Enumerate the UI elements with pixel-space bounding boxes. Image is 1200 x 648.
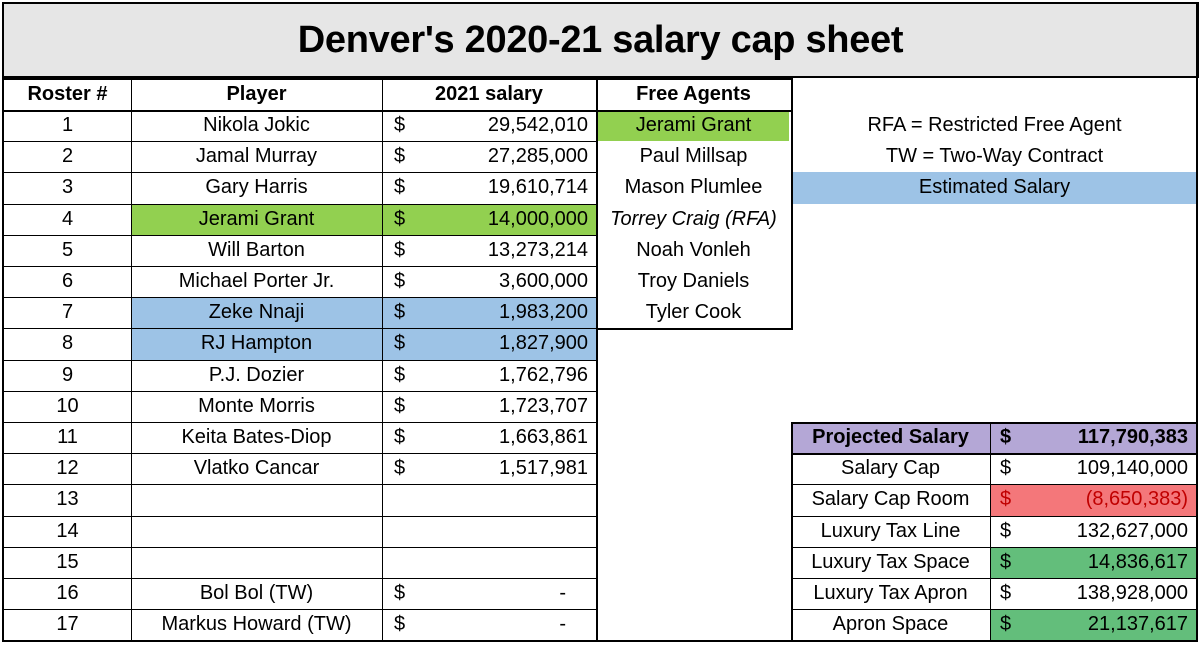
grid-line bbox=[4, 516, 596, 517]
grid-line bbox=[4, 484, 596, 485]
summary-dollar: $ bbox=[990, 422, 1020, 453]
header-player: Player bbox=[226, 82, 287, 105]
player-name bbox=[131, 484, 382, 515]
grid-line bbox=[791, 484, 1196, 485]
roster-number: 9 bbox=[61, 363, 74, 386]
player-salary: 1,723,707 bbox=[499, 394, 588, 417]
summary-label: Salary Cap bbox=[841, 457, 940, 480]
summary-value: 14,836,617 bbox=[1020, 547, 1196, 578]
player-name bbox=[131, 516, 382, 547]
roster-number: 17 bbox=[56, 613, 79, 636]
free-agent-name: Tyler Cook bbox=[645, 301, 742, 324]
grid-line bbox=[596, 110, 793, 112]
grid-line bbox=[4, 578, 596, 579]
dollar-sign: $ bbox=[394, 238, 406, 261]
dollar-sign: $ bbox=[394, 363, 406, 386]
summary-dollar: $ bbox=[990, 547, 1020, 578]
grid-line bbox=[990, 422, 991, 640]
summary-dollar: $ bbox=[990, 484, 1020, 515]
grid-line bbox=[596, 328, 793, 330]
free-agent-name: Troy Daniels bbox=[637, 270, 750, 293]
grid-line bbox=[4, 328, 596, 329]
grid-line bbox=[791, 422, 1196, 424]
summary-value: (8,650,383) bbox=[1020, 484, 1196, 515]
player-salary: 1,827,900 bbox=[412, 328, 596, 359]
dollar-sign: $ bbox=[394, 114, 406, 137]
grid-line bbox=[596, 78, 598, 328]
grid-line bbox=[791, 422, 793, 640]
roster-number: 13 bbox=[56, 488, 79, 511]
player-salary: 13,273,214 bbox=[487, 238, 588, 261]
roster-number: 10 bbox=[56, 394, 79, 417]
grid-line bbox=[4, 391, 596, 392]
dollar-sign: $ bbox=[382, 328, 412, 359]
grid-line bbox=[4, 422, 596, 423]
grid-line bbox=[4, 297, 596, 298]
free-agent-name: Paul Millsap bbox=[639, 145, 748, 168]
summary-value: 138,928,000 bbox=[1076, 582, 1188, 605]
grid-line bbox=[131, 78, 132, 640]
player-name: Michael Porter Jr. bbox=[178, 270, 335, 293]
player-name: Nikola Jokic bbox=[203, 114, 310, 137]
roster-number: 5 bbox=[61, 238, 74, 261]
roster-number: 14 bbox=[56, 519, 79, 542]
dollar-sign bbox=[382, 484, 412, 515]
grid-line bbox=[4, 360, 596, 361]
player-salary: - bbox=[559, 613, 566, 636]
player-salary: - bbox=[559, 582, 566, 605]
player-salary: 1,517,981 bbox=[499, 457, 588, 480]
player-salary: 14,000,000 bbox=[412, 204, 596, 235]
grid-line bbox=[382, 78, 383, 640]
dollar-sign: $ bbox=[382, 297, 412, 328]
grid-line bbox=[4, 172, 596, 173]
grid-line bbox=[2, 2, 4, 641]
summary-label: Projected Salary bbox=[791, 422, 990, 453]
grid-line bbox=[1196, 422, 1198, 640]
grid-line bbox=[791, 578, 1196, 579]
player-name: Jamal Murray bbox=[195, 145, 318, 168]
dollar-sign: $ bbox=[394, 426, 406, 449]
dollar-sign: $ bbox=[394, 145, 406, 168]
player-salary: 1,663,861 bbox=[499, 426, 588, 449]
player-salary: 29,542,010 bbox=[487, 114, 588, 137]
player-salary: 3,600,000 bbox=[499, 270, 588, 293]
sheet-title: Denver's 2020-21 salary cap sheet bbox=[2, 2, 1199, 78]
summary-label: Apron Space bbox=[832, 613, 949, 636]
free-agent-name: Noah Vonleh bbox=[636, 238, 751, 261]
dollar-sign: $ bbox=[394, 176, 406, 199]
summary-value: 132,627,000 bbox=[1076, 519, 1188, 542]
dollar-sign: $ bbox=[382, 204, 412, 235]
roster-number: 1 bbox=[61, 114, 74, 137]
grid-line bbox=[4, 453, 596, 454]
dollar-sign: $ bbox=[394, 394, 406, 417]
legend-rfa: RFA = Restricted Free Agent bbox=[867, 114, 1122, 137]
free-agent-name: Mason Plumlee bbox=[624, 176, 763, 199]
roster-number: 3 bbox=[61, 176, 74, 199]
header-roster: Roster # bbox=[27, 82, 108, 105]
header-free-agents: Free Agents bbox=[636, 82, 751, 105]
roster-number: 7 bbox=[61, 301, 74, 324]
player-name: RJ Hampton bbox=[131, 328, 382, 359]
player-name: Keita Bates-Diop bbox=[181, 426, 332, 449]
player-salary: 1,983,200 bbox=[412, 297, 596, 328]
grid-line bbox=[791, 78, 793, 328]
summary-label: Luxury Tax Space bbox=[811, 550, 970, 573]
legend-tw: TW = Two-Way Contract bbox=[885, 145, 1104, 168]
summary-value: 117,790,383 bbox=[1020, 422, 1196, 453]
player-name: P.J. Dozier bbox=[208, 363, 305, 386]
player-name: Markus Howard (TW) bbox=[161, 613, 352, 636]
dollar-sign: $ bbox=[394, 270, 406, 293]
grid-line bbox=[791, 516, 1196, 517]
dollar-sign: $ bbox=[394, 613, 406, 636]
summary-value: 21,137,617 bbox=[1020, 609, 1196, 640]
header-salary: 2021 salary bbox=[435, 82, 543, 105]
roster-number: 16 bbox=[56, 582, 79, 605]
grid-line bbox=[596, 78, 793, 80]
player-salary bbox=[412, 547, 596, 578]
player-salary: 27,285,000 bbox=[487, 145, 588, 168]
summary-dollar: $ bbox=[990, 609, 1020, 640]
summary-label: Luxury Tax Apron bbox=[813, 582, 968, 605]
summary-label: Salary Cap Room bbox=[811, 488, 970, 511]
player-salary: 19,610,714 bbox=[487, 176, 588, 199]
player-name: Vlatko Cancar bbox=[193, 457, 320, 480]
grid-line bbox=[791, 609, 1196, 610]
grid-line bbox=[4, 204, 596, 205]
grid-line bbox=[4, 266, 596, 267]
summary-dollar: $ bbox=[1000, 457, 1012, 480]
roster-number: 8 bbox=[61, 332, 74, 355]
roster-number: 4 bbox=[61, 207, 74, 230]
player-salary bbox=[412, 516, 596, 547]
dollar-sign bbox=[382, 547, 412, 578]
legend-estimated-salary: Estimated Salary bbox=[791, 172, 1198, 203]
player-name: Will Barton bbox=[208, 238, 305, 261]
grid-line bbox=[4, 609, 596, 610]
dollar-sign: $ bbox=[394, 582, 406, 605]
player-name bbox=[131, 547, 382, 578]
grid-line bbox=[791, 640, 1196, 641]
summary-dollar: $ bbox=[1000, 582, 1012, 605]
grid-line bbox=[4, 141, 596, 142]
summary-value: 109,140,000 bbox=[1076, 457, 1188, 480]
grid-line bbox=[791, 453, 1196, 455]
roster-number: 15 bbox=[56, 550, 79, 573]
player-name: Monte Morris bbox=[198, 394, 315, 417]
player-name: Jerami Grant bbox=[131, 204, 382, 235]
player-name: Gary Harris bbox=[205, 176, 308, 199]
grid-line bbox=[4, 547, 596, 548]
grid-line bbox=[4, 235, 596, 236]
roster-number: 12 bbox=[56, 457, 79, 480]
summary-dollar: $ bbox=[1000, 519, 1012, 542]
roster-number: 11 bbox=[57, 426, 78, 449]
player-salary bbox=[412, 484, 596, 515]
roster-number: 6 bbox=[61, 270, 74, 293]
roster-number: 2 bbox=[61, 145, 74, 168]
grid-line bbox=[4, 110, 596, 112]
grid-line bbox=[4, 78, 596, 80]
player-name: Zeke Nnaji bbox=[131, 297, 382, 328]
dollar-sign bbox=[382, 516, 412, 547]
free-agent-name: Torrey Craig (RFA) bbox=[610, 207, 777, 230]
dollar-sign: $ bbox=[394, 457, 406, 480]
free-agent-name: Jerami Grant bbox=[598, 110, 789, 141]
summary-label: Luxury Tax Line bbox=[820, 519, 961, 542]
grid-line bbox=[791, 547, 1196, 548]
player-name: Bol Bol (TW) bbox=[199, 582, 314, 605]
player-salary: 1,762,796 bbox=[499, 363, 588, 386]
